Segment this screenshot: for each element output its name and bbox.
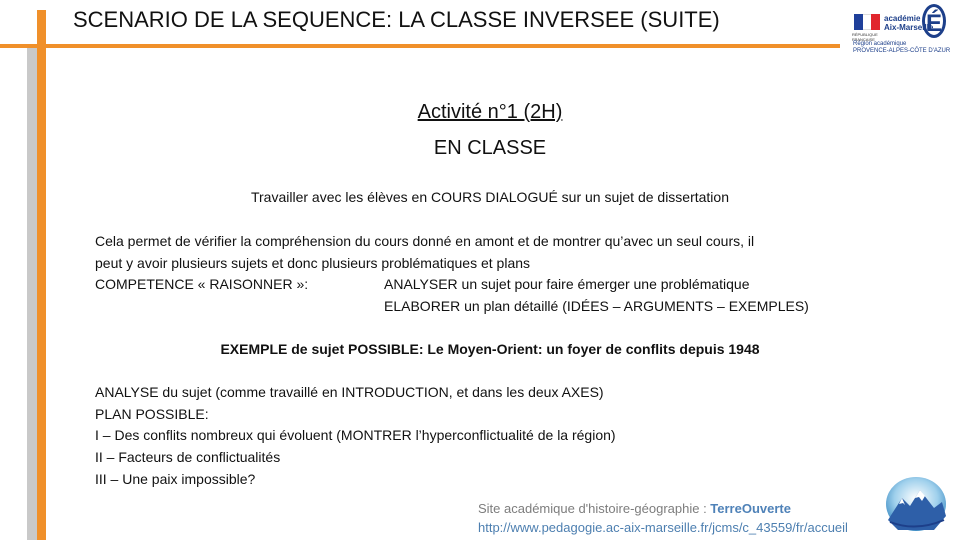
decorative-horizontal-bar-orange <box>0 44 840 48</box>
paragraph-line: peut y avoir plusieurs sujets et donc plusieurs problématiques et plans <box>95 255 531 271</box>
plan-analyse: ANALYSE du sujet (comme travaillé en INTRODUCTION, et dans les deux AXES) <box>95 384 604 400</box>
slide-title: SCENARIO DE LA SEQUENCE: LA CLASSE INVERSEE (SUITE) <box>73 7 720 32</box>
rf-text: RÉPUBLIQUE FRANÇAISE <box>852 32 878 42</box>
footer-site-label: Site académique d'histoire-géographie : TerreOuverte <box>478 501 791 516</box>
activity-duration: (2H) <box>523 101 563 123</box>
plan-label: PLAN POSSIBLE: <box>95 406 209 422</box>
plan-part-1: I – Des conflits nombreux qui évoluent (MONTRER l’hyperconflictualité de la région) <box>95 427 616 443</box>
footer-url-link[interactable]: http://www.pedagogie.ac-aix-marseille.fr/jcms/c_43559/fr/accueil <box>478 520 848 535</box>
region-label: Région académique PROVENCE-ALPES-CÔTE D'AZUR <box>853 41 951 54</box>
example-subject: EXEMPLE de sujet POSSIBLE: Le Moyen-Orient: un foyer de conflits depuis 1948 <box>220 341 760 357</box>
activity-title <box>0 101 960 124</box>
footer-brand: TerreOuverte <box>710 501 791 516</box>
competence-item: ELABORER un plan détaillé (IDÉES – ARGUMENTS – EXEMPLES) <box>384 298 809 314</box>
paragraph-line: Cela permet de vérifier la compréhension du cours donné en amont et de montrer qu’avec un seul cours, il <box>95 233 755 249</box>
academie-name: académie Aix-Marseille <box>884 14 934 32</box>
academie-logo <box>850 4 950 54</box>
academie-e-icon: É <box>922 4 946 38</box>
activity-location: EN CLASSE <box>433 137 547 159</box>
plan-part-2: II – Facteurs de conflictualités <box>95 449 281 465</box>
plan-part-3: III – Une paix impossible? <box>95 471 256 487</box>
french-flag-icon <box>854 14 880 30</box>
activity-title-text: Activité n°1 <box>417 101 524 123</box>
terre-ouverte-logo-icon <box>884 476 948 532</box>
intro-text: Travailler avec les élèves en COURS DIALOGUÉ sur un sujet de dissertation <box>250 189 729 205</box>
competence-item: ANALYSER un sujet pour faire émerger une problématique <box>384 276 750 292</box>
competence-label: COMPETENCE « RAISONNER »: <box>95 276 309 292</box>
decorative-vertical-bar-orange <box>37 10 46 540</box>
